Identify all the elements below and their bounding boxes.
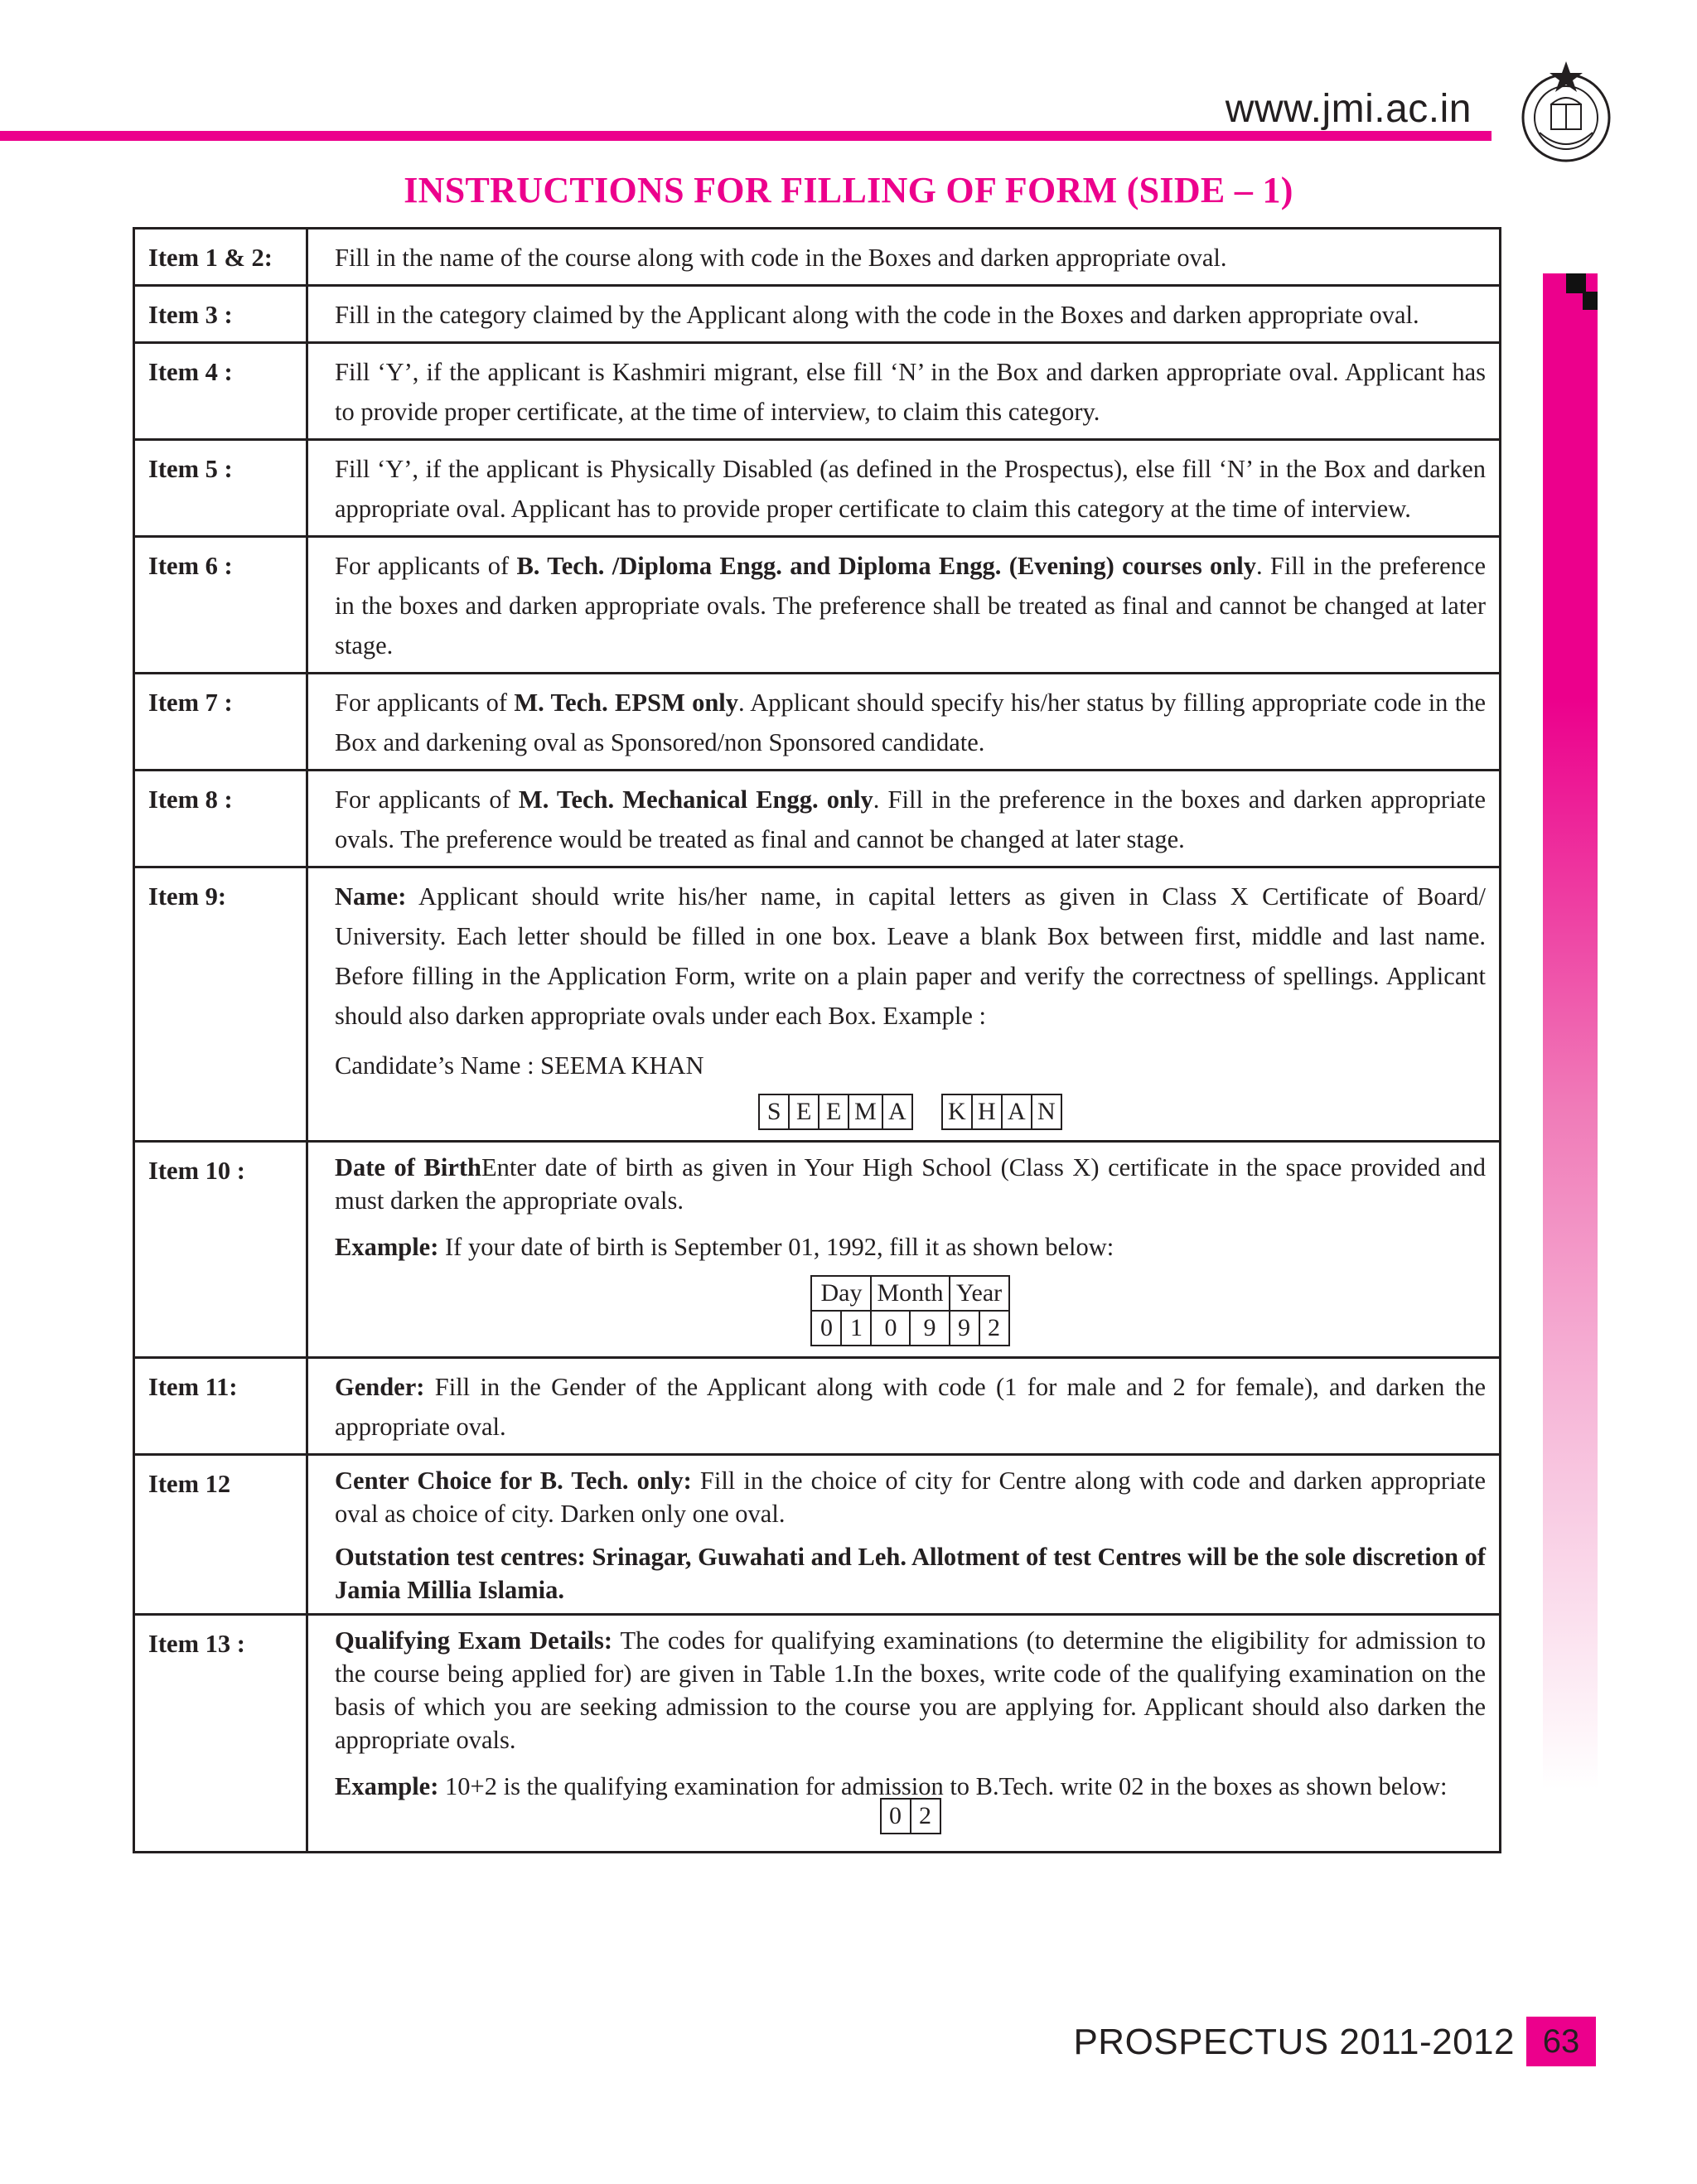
item-label: Item 11: [134,1358,307,1455]
website-url[interactable]: www.jmi.ac.in [1225,87,1472,131]
item-label: Item 9: [134,867,307,1142]
item-description: Fill in the category claimed by the Applicant along with the code in the Boxes and darken appropriate oval. [307,286,1501,343]
table-row [134,229,1501,286]
item-description: Qualifying Exam Details: The codes for qualifying examinations (to determine the eligibility for admission to the course being applied for) are given in Table 1.In the boxes, write code of the qualifying examination on the basis of which you are seeking admission to the course you are applying for. Applicant should also darken the appropriate ovals. Example: 10+2 is the qualifying examination for admission to B.Tech. write 02 in the boxes as shown below: 0 2 [307,1615,1501,1853]
letter-box: M [848,1094,882,1129]
item-description: For applicants of M. Tech. EPSM only. Applicant should specify his/her status by filling appropriate code in the Box and darkening oval as Sponsored/non Sponsored candidate. [307,674,1501,771]
digit-box: 9 [910,1311,949,1346]
dob-header: Year [950,1276,1009,1311]
item-label: Item 7 : [134,674,307,771]
dob-example-boxes [335,1275,1486,1346]
item-description: Fill ‘Y’, if the applicant is Physically Disabled (as defined in the Prospectus), else fill ‘N’ in the Box and darken appropriate oval. Applicant has to provide proper certificate to claim this category at the time of interview. [307,440,1501,537]
page-number: 63 [1526,2017,1596,2066]
item-label: Item 3 : [134,286,307,343]
item-label: Item 8 : [134,771,307,867]
table-row [134,537,1501,674]
digit-box: 0 [881,1799,911,1834]
digit-box: 0 [811,1311,841,1346]
corner-mark [1566,273,1586,293]
table-row [134,1358,1501,1455]
digit-box: 9 [950,1311,979,1346]
table-row [134,343,1501,440]
item-description: Date of BirthEnter date of birth as given in Your High School (Class X) certificate in the space provided and must darken the appropriate ovals. Example: If your date of birth is September 01, 1992, fill it as shown below: Day Month Year 0 1 0 9 9 2 [307,1142,1501,1358]
page-title: INSTRUCTIONS FOR FILLING OF FORM (SIDE – 1) [404,170,1293,210]
dob-header: Day [811,1276,871,1311]
digit-box: 2 [911,1799,940,1834]
item-description: For applicants of M. Tech. Mechanical Engg. only. Fill in the preference in the boxes and darken appropriate ovals. The preference would be treated as final and cannot be changed at later stage. [307,771,1501,867]
letter-box: E [789,1094,819,1129]
dob-header: Month [871,1276,949,1311]
item-description: Center Choice for B. Tech. only: Fill in the choice of city for Centre along with code and darken appropriate oval as choice of city. Darken only one oval. Outstation test centres: Srinagar, Guwahati and Leh. Allotment of test Centres will be the sole discretion of Jamia Millia Islamia. [307,1455,1501,1615]
digit-box: 1 [841,1311,871,1346]
letter-box [912,1094,942,1129]
letter-box: A [882,1094,912,1129]
item-description: Fill in the name of the course along with code in the Boxes and darken appropriate oval. [307,229,1501,286]
item-label: Item 12 [134,1455,307,1615]
item-description: For applicants of B. Tech. /Diploma Engg. and Diploma Engg. (Evening) courses only. Fill in the preference in the boxes and darken appropriate ovals. The preference shall be treated as final and cannot be changed at later stage. [307,537,1501,674]
item-label: Item 13 : [134,1615,307,1853]
item-label: Item 10 : [134,1142,307,1358]
item-description: Gender: Fill in the Gender of the Applicant along with code (1 for male and 2 for female), and darken the appropriate oval. [307,1358,1501,1455]
table-row [134,440,1501,537]
item-label: Item 6 : [134,537,307,674]
table-row [134,1142,1501,1358]
instructions-table [133,227,1501,1853]
table-row [134,1615,1501,1853]
table-row [134,286,1501,343]
university-crest-icon [1515,58,1617,169]
name-example-boxes [335,1094,1486,1130]
letter-box: S [759,1094,789,1129]
letter-box: H [972,1094,1002,1129]
item-label: Item 5 : [134,440,307,537]
table-row [134,674,1501,771]
side-accent-strip [1543,273,1598,1790]
example-name-text: Candidate’s Name : SEEMA KHAN [335,1051,704,1080]
letter-box: K [942,1094,972,1129]
item-label: Item 1 & 2: [134,229,307,286]
digit-box: 2 [979,1311,1009,1346]
table-row [134,867,1501,1142]
corner-mark [1583,292,1598,310]
table-row [134,771,1501,867]
letter-box: A [1002,1094,1032,1129]
header-accent-bar [0,131,1492,141]
letter-box: N [1032,1094,1061,1129]
digit-box: 0 [871,1311,910,1346]
item-label: Item 4 : [134,343,307,440]
item-description: Fill ‘Y’, if the applicant is Kashmiri migrant, else fill ‘N’ in the Box and darken appropriate oval. Applicant has to provide proper certificate, at the time of interview, to claim this category. [307,343,1501,440]
item-description: Name: Applicant should write his/her name, in capital letters as given in Class X Certificate of Board/ University. Each letter should be filled in one box. Leave a blank Box between first, middle and last name. Before filling in the Application Form, write on a plain paper and verify the correctness of spellings. Applicant should also darken appropriate ovals under each Box. Example : Candidate’s Name : SEEMA KHAN S E E M A K H A N [307,867,1501,1142]
letter-box: E [819,1094,848,1129]
footer-prospectus-label: PROSPECTUS 2011-2012 [1073,2022,1515,2062]
table-row [134,1455,1501,1615]
